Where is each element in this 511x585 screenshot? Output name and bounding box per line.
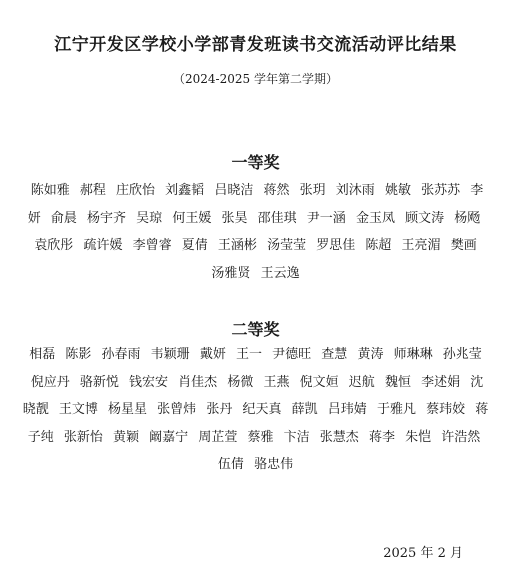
awardee-name: 王燕 bbox=[263, 374, 290, 390]
awardee-name: 蒋子纯 bbox=[27, 402, 489, 445]
awardee-name: 许浩然 bbox=[441, 429, 481, 445]
awardee-name: 倪应丹 bbox=[30, 374, 70, 390]
awardee-name: 袁欣彤 bbox=[34, 238, 74, 253]
awardee-name: 吕晓洁 bbox=[214, 183, 254, 198]
awardee-name: 魏恒 bbox=[384, 374, 411, 390]
awardee-name: 张苏苏 bbox=[421, 183, 461, 198]
awardee-name: 李曾睿 bbox=[132, 238, 172, 253]
awardee-name: 查慧 bbox=[321, 347, 348, 362]
awardee-name: 迟航 bbox=[348, 374, 375, 390]
awardee-name: 张曾炜 bbox=[157, 402, 197, 417]
awardee-name: 尹一涵 bbox=[306, 210, 346, 226]
awardee-name: 蔡玮姣 bbox=[426, 402, 466, 417]
awardee-name: 杨星星 bbox=[108, 402, 148, 417]
awardee-name: 沈晓靓 bbox=[22, 374, 484, 417]
awardee-name: 王一 bbox=[235, 347, 262, 362]
awardee-name: 王涵彬 bbox=[217, 238, 257, 253]
awardee-name: 师琳琳 bbox=[393, 347, 433, 362]
document-title: 江宁开发区学校小学部青发班读书交流活动评比结果 bbox=[54, 35, 457, 55]
awardee-name: 倪文姮 bbox=[299, 374, 339, 390]
awardee-name: 尹德旺 bbox=[272, 347, 312, 362]
awardee-name: 黄颖 bbox=[113, 429, 140, 445]
awardee-name: 金玉凤 bbox=[355, 210, 395, 226]
awardee-name: 汤莹莹 bbox=[267, 238, 307, 253]
awardee-name: 周芷萱 bbox=[198, 429, 238, 445]
awardee-name: 疏许媛 bbox=[83, 238, 123, 253]
first-prize-names bbox=[22, 177, 489, 287]
first-prize-heading: 一等奖 bbox=[231, 153, 280, 172]
awardee-name: 钱宏安 bbox=[129, 374, 169, 390]
awardee-name: 陈如雅 bbox=[30, 183, 70, 198]
awardee-name: 罗思佳 bbox=[316, 238, 356, 253]
awardee-name: 伍倩 bbox=[217, 457, 244, 472]
awardee-name: 张慧杰 bbox=[319, 429, 359, 445]
awardee-name: 于雅凡 bbox=[376, 402, 416, 417]
awardee-name: 李妍 bbox=[27, 183, 484, 226]
awardee-name: 吕玮婧 bbox=[327, 402, 367, 417]
awardee-name: 相磊 bbox=[29, 347, 56, 362]
awardee-name: 吴琼 bbox=[136, 210, 163, 226]
document-subtitle: （2024-2025 学年第二学期） bbox=[173, 72, 338, 86]
awardee-name: 孙兆莹 bbox=[442, 347, 482, 362]
awardee-name: 刘鑫韬 bbox=[165, 183, 205, 198]
awardee-name: 蒋李 bbox=[368, 429, 395, 445]
awardee-name: 何王媛 bbox=[172, 210, 212, 226]
awardee-name: 黄涛 bbox=[357, 347, 384, 362]
awardee-name: 肖佳杰 bbox=[178, 374, 218, 390]
awardee-name: 庄欣怡 bbox=[116, 183, 156, 198]
awardee-name: 骆忠伟 bbox=[254, 457, 294, 472]
awardee-name: 张昊 bbox=[221, 210, 248, 226]
awardee-name: 纪天真 bbox=[242, 402, 282, 417]
awardee-name: 骆新悦 bbox=[79, 374, 119, 390]
awardee-name: 杨宇齐 bbox=[87, 210, 127, 226]
awardee-name: 阚嘉宁 bbox=[149, 429, 189, 445]
awardee-name: 薛凯 bbox=[291, 402, 318, 417]
second-prize-heading: 二等奖 bbox=[231, 320, 280, 339]
awardee-name: 汤雅贤 bbox=[211, 265, 251, 281]
awardee-name: 蒋然 bbox=[263, 183, 290, 198]
awardee-name: 夏倩 bbox=[181, 238, 208, 253]
awardee-name: 郝程 bbox=[79, 183, 106, 198]
awardee-name: 杨飏 bbox=[454, 210, 481, 226]
awardee-name: 陈影 bbox=[65, 347, 92, 362]
awardee-name: 王文博 bbox=[58, 402, 98, 417]
awardee-name: 张丹 bbox=[206, 402, 233, 417]
awardee-name: 杨微 bbox=[227, 374, 254, 390]
awardee-name: 俞晨 bbox=[50, 210, 77, 226]
awardee-name: 姚敏 bbox=[384, 183, 411, 198]
awardee-name: 陈超 bbox=[365, 238, 392, 253]
second-prize-names bbox=[22, 341, 489, 479]
document-date: 2025 年 2 月 bbox=[383, 546, 463, 561]
awardee-name: 王亮湄 bbox=[401, 238, 441, 253]
awardee-name: 樊画 bbox=[450, 238, 477, 253]
awardee-name: 卞洁 bbox=[283, 429, 310, 445]
awardee-name: 韦颖珊 bbox=[150, 347, 190, 362]
awardee-name: 孙春雨 bbox=[101, 347, 141, 362]
awardee-name: 戴妍 bbox=[199, 347, 226, 362]
awardee-name: 蔡雅 bbox=[247, 429, 274, 445]
awardee-name: 王云逸 bbox=[260, 265, 300, 281]
awardee-name: 邵佳琪 bbox=[257, 210, 297, 226]
awardee-name: 朱恺 bbox=[405, 429, 432, 445]
awardee-name: 李述娟 bbox=[421, 374, 461, 390]
awardee-name: 张玥 bbox=[299, 183, 326, 198]
awardee-name: 顾文涛 bbox=[405, 210, 445, 226]
awardee-name: 刘沐雨 bbox=[335, 183, 375, 198]
awardee-name: 张新怡 bbox=[63, 429, 103, 445]
